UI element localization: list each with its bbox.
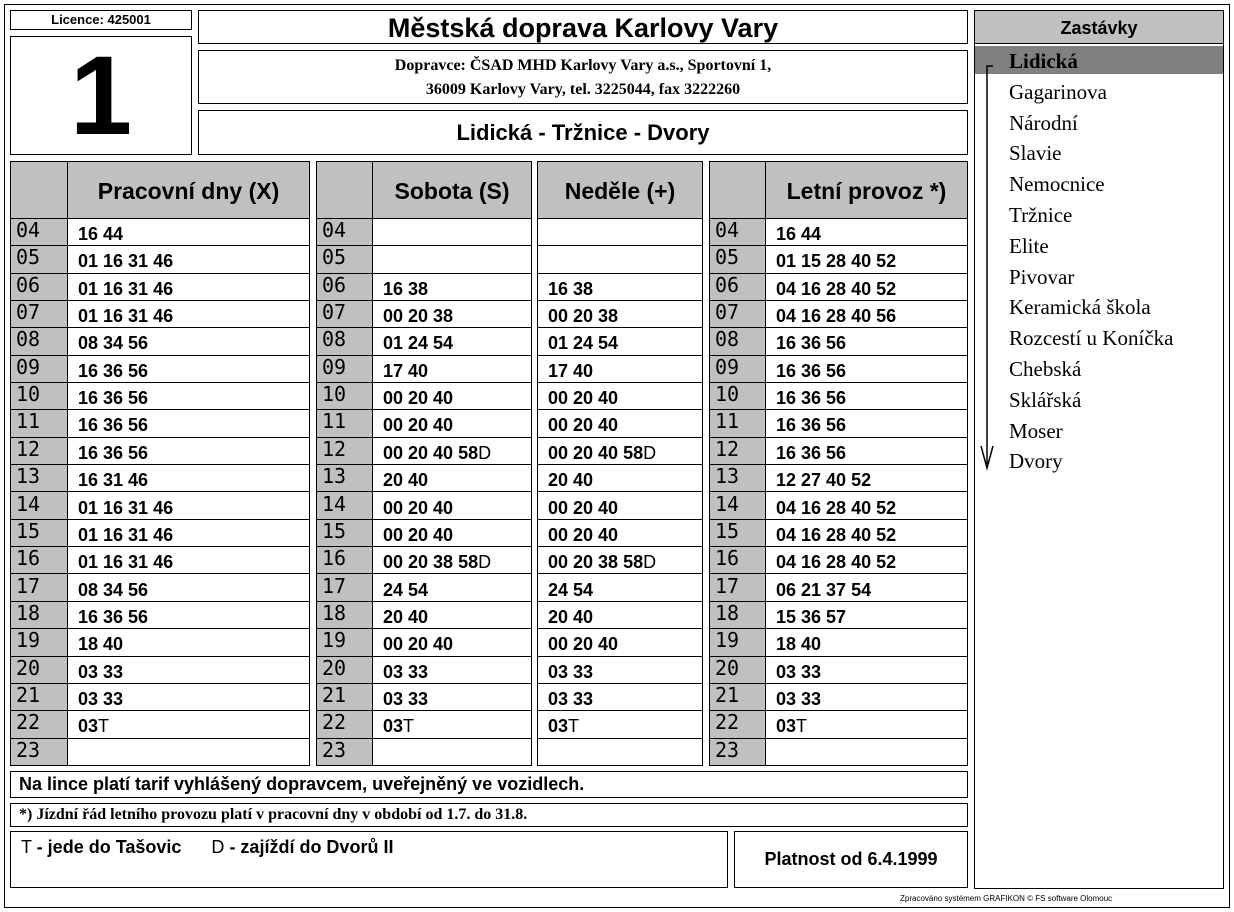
route-direction-arrow-icon [975, 44, 1005, 484]
saturday-departures-row [373, 246, 531, 273]
licence-label: Licence: 425001 [10, 10, 192, 30]
sunday-header: Neděle (+) [537, 161, 703, 219]
hour-cell: 16 [317, 547, 372, 574]
hour-cell: 09 [710, 356, 765, 383]
sunday-departures-row: 03 33 [538, 657, 702, 684]
weekday-departures-row: 01 16 31 46 [68, 547, 309, 574]
stop-item: Chebská [1009, 357, 1082, 381]
hour-cell: 19 [11, 629, 67, 656]
hour-cell: 05 [317, 246, 372, 273]
summer-departures-row: 03 33 [766, 684, 967, 711]
hour-cell: 15 [11, 520, 67, 547]
operator-info [198, 50, 968, 104]
weekday-departures-row: 16 36 56 [68, 356, 309, 383]
legend [10, 831, 728, 888]
stop-item: Keramická škola [1009, 295, 1151, 320]
hour-cell: 06 [317, 274, 372, 301]
weekday-times [67, 218, 310, 766]
hour-cell: 07 [710, 301, 765, 328]
weekday-departures-row: 08 34 56 [68, 328, 309, 355]
summer-departures-row: 12 27 40 52 [766, 465, 967, 492]
hour-cell: 09 [11, 356, 67, 383]
summer-departures-row: 03T [766, 711, 967, 738]
hour-cell: 11 [11, 410, 67, 437]
summer-departures-row: 16 36 56 [766, 438, 967, 465]
hour-cell: 13 [710, 465, 765, 492]
hour-cell: 14 [317, 493, 372, 520]
hour-cell: 08 [317, 328, 372, 355]
summer-departures-row: 04 16 28 40 52 [766, 547, 967, 574]
validity-date: Platnost od 6.4.1999 [734, 831, 968, 888]
hour-cell: 17 [710, 575, 765, 602]
hour-cell: 15 [317, 520, 372, 547]
stop-item: Národní [1009, 110, 1078, 135]
saturday-departures-row: 24 54 [373, 575, 531, 602]
stop-item: Elite [1009, 233, 1049, 258]
sunday-times [537, 218, 703, 766]
summer-departures-row: 04 16 28 40 52 [766, 520, 967, 547]
sunday-departures-row: 00 20 38 58D [538, 547, 702, 574]
weekday-departures-row: 03 33 [68, 657, 309, 684]
summer-departures-row [766, 739, 967, 766]
summer-departures-row: 16 36 56 [766, 383, 967, 410]
hour-cell: 22 [710, 711, 765, 738]
saturday-departures-row [373, 219, 531, 246]
hour-cell: 05 [710, 246, 765, 273]
hour-cell: 19 [317, 629, 372, 656]
stop-item: Lidická [1009, 49, 1078, 73]
stops-header: Zastávky [974, 10, 1224, 44]
saturday-header: Sobota (S) [372, 161, 532, 219]
stops-list [974, 44, 1224, 889]
saturday-departures-row: 00 20 38 58D [373, 547, 531, 574]
saturday-departures-row: 17 40 [373, 356, 531, 383]
summer-times [765, 218, 968, 766]
weekday-departures-row: 16 36 56 [68, 438, 309, 465]
weekday-departures-row: 16 31 46 [68, 465, 309, 492]
sunday-departures-row: 16 38 [538, 274, 702, 301]
hour-cell: 20 [11, 657, 67, 684]
saturday-departures-row: 00 20 40 [373, 410, 531, 437]
hour-cell: 21 [317, 684, 372, 711]
hour-cell: 20 [710, 657, 765, 684]
summer-departures-row: 15 36 57 [766, 602, 967, 629]
legend-t-symbol: T [21, 837, 32, 857]
hour-cell: 23 [715, 737, 740, 762]
weekend-hour-header [316, 161, 373, 219]
hour-cell: 20 [317, 657, 372, 684]
saturday-departures-row: 03 33 [373, 657, 531, 684]
weekday-departures-row: 16 36 56 [68, 410, 309, 437]
stop-item: Nemocnice [1009, 172, 1105, 197]
saturday-departures-row: 00 20 40 [373, 520, 531, 547]
sunday-departures-row: 03 33 [538, 684, 702, 711]
hour-cell: 04 [317, 219, 372, 246]
hour-cell: 17 [317, 575, 372, 602]
weekday-departures-row: 01 16 31 46 [68, 274, 309, 301]
weekday-departures-row: 18 40 [68, 629, 309, 656]
sunday-departures-row: 20 40 [538, 602, 702, 629]
hour-cell: 22 [317, 711, 372, 738]
hour-cell: 09 [317, 356, 372, 383]
sunday-departures-row: 00 20 38 [538, 301, 702, 328]
stop-item: Dvory [1009, 449, 1063, 474]
hour-cell: 18 [710, 602, 765, 629]
sunday-departures-row: 00 20 40 [538, 520, 702, 547]
weekday-departures-row: 01 16 31 46 [68, 301, 309, 328]
legend-d-text: - zajíždí do Dvorů II [229, 837, 394, 857]
tariff-note: Na lince platí tarif vyhlášený dopravcem, uveřejněný ve vozidlech. [10, 771, 968, 798]
summer-departures-row: 16 44 [766, 219, 967, 246]
weekday-departures-row: 08 34 56 [68, 575, 309, 602]
stop-item: Moser [1009, 418, 1063, 443]
saturday-departures-row: 00 20 40 [373, 383, 531, 410]
sunday-departures-row: 01 24 54 [538, 328, 702, 355]
sunday-departures-row: 00 20 40 [538, 629, 702, 656]
saturday-departures-row: 00 20 40 58D [373, 438, 531, 465]
footer-credit: Zpracováno systémem GRAFIKON © FS software Olomouc [900, 894, 1113, 903]
weekday-header: Pracovní dny (X) [67, 161, 310, 219]
summer-departures-row: 04 16 28 40 56 [766, 301, 967, 328]
hour-cell: 10 [317, 383, 372, 410]
hour-cell: 10 [11, 383, 67, 410]
sunday-departures-row [538, 219, 702, 246]
summer-departures-row: 16 36 56 [766, 410, 967, 437]
sunday-departures-row: 03T [538, 711, 702, 738]
summer-hour-header [709, 161, 766, 219]
summer-hours [709, 218, 766, 766]
sunday-departures-row: 17 40 [538, 356, 702, 383]
hour-cell: 15 [710, 520, 765, 547]
summer-departures-row: 03 33 [766, 657, 967, 684]
hour-cell: 16 [11, 547, 67, 574]
hour-cell: 14 [11, 493, 67, 520]
summer-departures-row: 16 36 56 [766, 356, 967, 383]
hour-cell: 12 [710, 438, 765, 465]
hour-cell: 14 [710, 493, 765, 520]
hour-cell: 13 [11, 465, 67, 492]
stop-item: Sklářská [1009, 387, 1082, 412]
saturday-departures-row: 03T [373, 711, 531, 738]
sunday-departures-row: 24 54 [538, 575, 702, 602]
stop-item: Tržnice [1009, 203, 1073, 227]
hour-cell: 11 [317, 410, 372, 437]
legend-t-text: - jede do Tašovic [36, 837, 182, 857]
operator-line-2: 36009 Karlovy Vary, tel. 3225044, fax 3222260 [425, 81, 741, 98]
hour-cell: 13 [317, 465, 372, 492]
hour-cell: 17 [11, 575, 67, 602]
page-title: Městská doprava Karlovy Vary [198, 10, 968, 44]
sunday-departures-row [538, 739, 702, 766]
line-number: 1 [10, 36, 192, 155]
summer-departures-row: 04 16 28 40 52 [766, 493, 967, 520]
saturday-departures-row: 01 24 54 [373, 328, 531, 355]
weekday-departures-row: 01 16 31 46 [68, 520, 309, 547]
weekday-departures-row: 16 36 56 [68, 602, 309, 629]
hour-cell: 06 [11, 274, 67, 301]
saturday-departures-row: 16 38 [373, 274, 531, 301]
weekday-hour-header [10, 161, 68, 219]
saturday-departures-row: 00 20 38 [373, 301, 531, 328]
operator-line-1: Dopravce: ČSAD MHD Karlovy Vary a.s., Sportovní 1, [394, 57, 772, 74]
hour-cell: 21 [11, 684, 67, 711]
saturday-departures-row [373, 739, 531, 766]
summer-departures-row: 16 36 56 [766, 328, 967, 355]
hour-cell: 19 [710, 629, 765, 656]
hour-cell: 12 [317, 438, 372, 465]
hour-cell: 05 [11, 246, 67, 273]
stop-item: Slavie [1009, 141, 1062, 166]
saturday-departures-row: 00 20 40 [373, 493, 531, 520]
hour-cell: 04 [11, 219, 67, 246]
saturday-departures-row: 20 40 [373, 602, 531, 629]
hour-cell: 04 [710, 219, 765, 246]
hour-cell: 10 [710, 383, 765, 410]
summer-departures-row: 01 15 28 40 52 [766, 246, 967, 273]
hour-cell: 21 [710, 684, 765, 711]
weekday-departures-row: 03T [68, 711, 309, 738]
weekday-hours [10, 218, 68, 766]
sunday-departures-row: 00 20 40 58D [538, 438, 702, 465]
summer-departures-row: 18 40 [766, 629, 967, 656]
saturday-departures-row: 03 33 [373, 684, 531, 711]
summer-header: Letní provoz *) [765, 161, 968, 219]
sunday-departures-row: 20 40 [538, 465, 702, 492]
legend-d-symbol: D [211, 837, 225, 857]
hour-cell: 22 [11, 711, 67, 738]
hour-cell: 08 [11, 328, 67, 355]
route-name: Lidická - Tržnice - Dvory [198, 110, 968, 155]
hour-cell: 08 [710, 328, 765, 355]
summer-departures-row: 06 21 37 54 [766, 575, 967, 602]
saturday-times [372, 218, 532, 766]
sunday-departures-row: 00 20 40 [538, 410, 702, 437]
hour-cell: 07 [317, 301, 372, 328]
sunday-departures-row: 00 20 40 [538, 493, 702, 520]
hour-cell: 12 [11, 438, 67, 465]
hour-cell: 11 [710, 410, 765, 437]
hour-cell: 23 [16, 737, 41, 762]
weekday-departures-row [68, 739, 309, 766]
stop-item: Pivovar [1009, 264, 1075, 289]
weekday-departures-row: 01 16 31 46 [68, 493, 309, 520]
saturday-departures-row: 00 20 40 [373, 629, 531, 656]
hour-cell: 18 [317, 602, 372, 629]
hour-cell: 23 [322, 737, 347, 762]
hour-cell: 07 [11, 301, 67, 328]
weekday-departures-row: 01 16 31 46 [68, 246, 309, 273]
sunday-departures-row [538, 246, 702, 273]
weekday-departures-row: 16 44 [68, 219, 309, 246]
hour-cell: 18 [11, 602, 67, 629]
weekend-hours [316, 218, 373, 766]
stop-item: Gagarinova [1009, 79, 1107, 104]
hour-cell: 06 [710, 274, 765, 301]
saturday-departures-row: 20 40 [373, 465, 531, 492]
weekday-departures-row: 16 36 56 [68, 383, 309, 410]
weekday-departures-row: 03 33 [68, 684, 309, 711]
stop-item: Rozcestí u Koníčka [1009, 326, 1174, 351]
summer-note: *) Jízdní řád letního provozu platí v pracovní dny v období od 1.7. do 31.8. [10, 803, 968, 827]
summer-departures-row: 04 16 28 40 52 [766, 274, 967, 301]
sunday-departures-row: 00 20 40 [538, 383, 702, 410]
hour-cell: 16 [710, 547, 765, 574]
